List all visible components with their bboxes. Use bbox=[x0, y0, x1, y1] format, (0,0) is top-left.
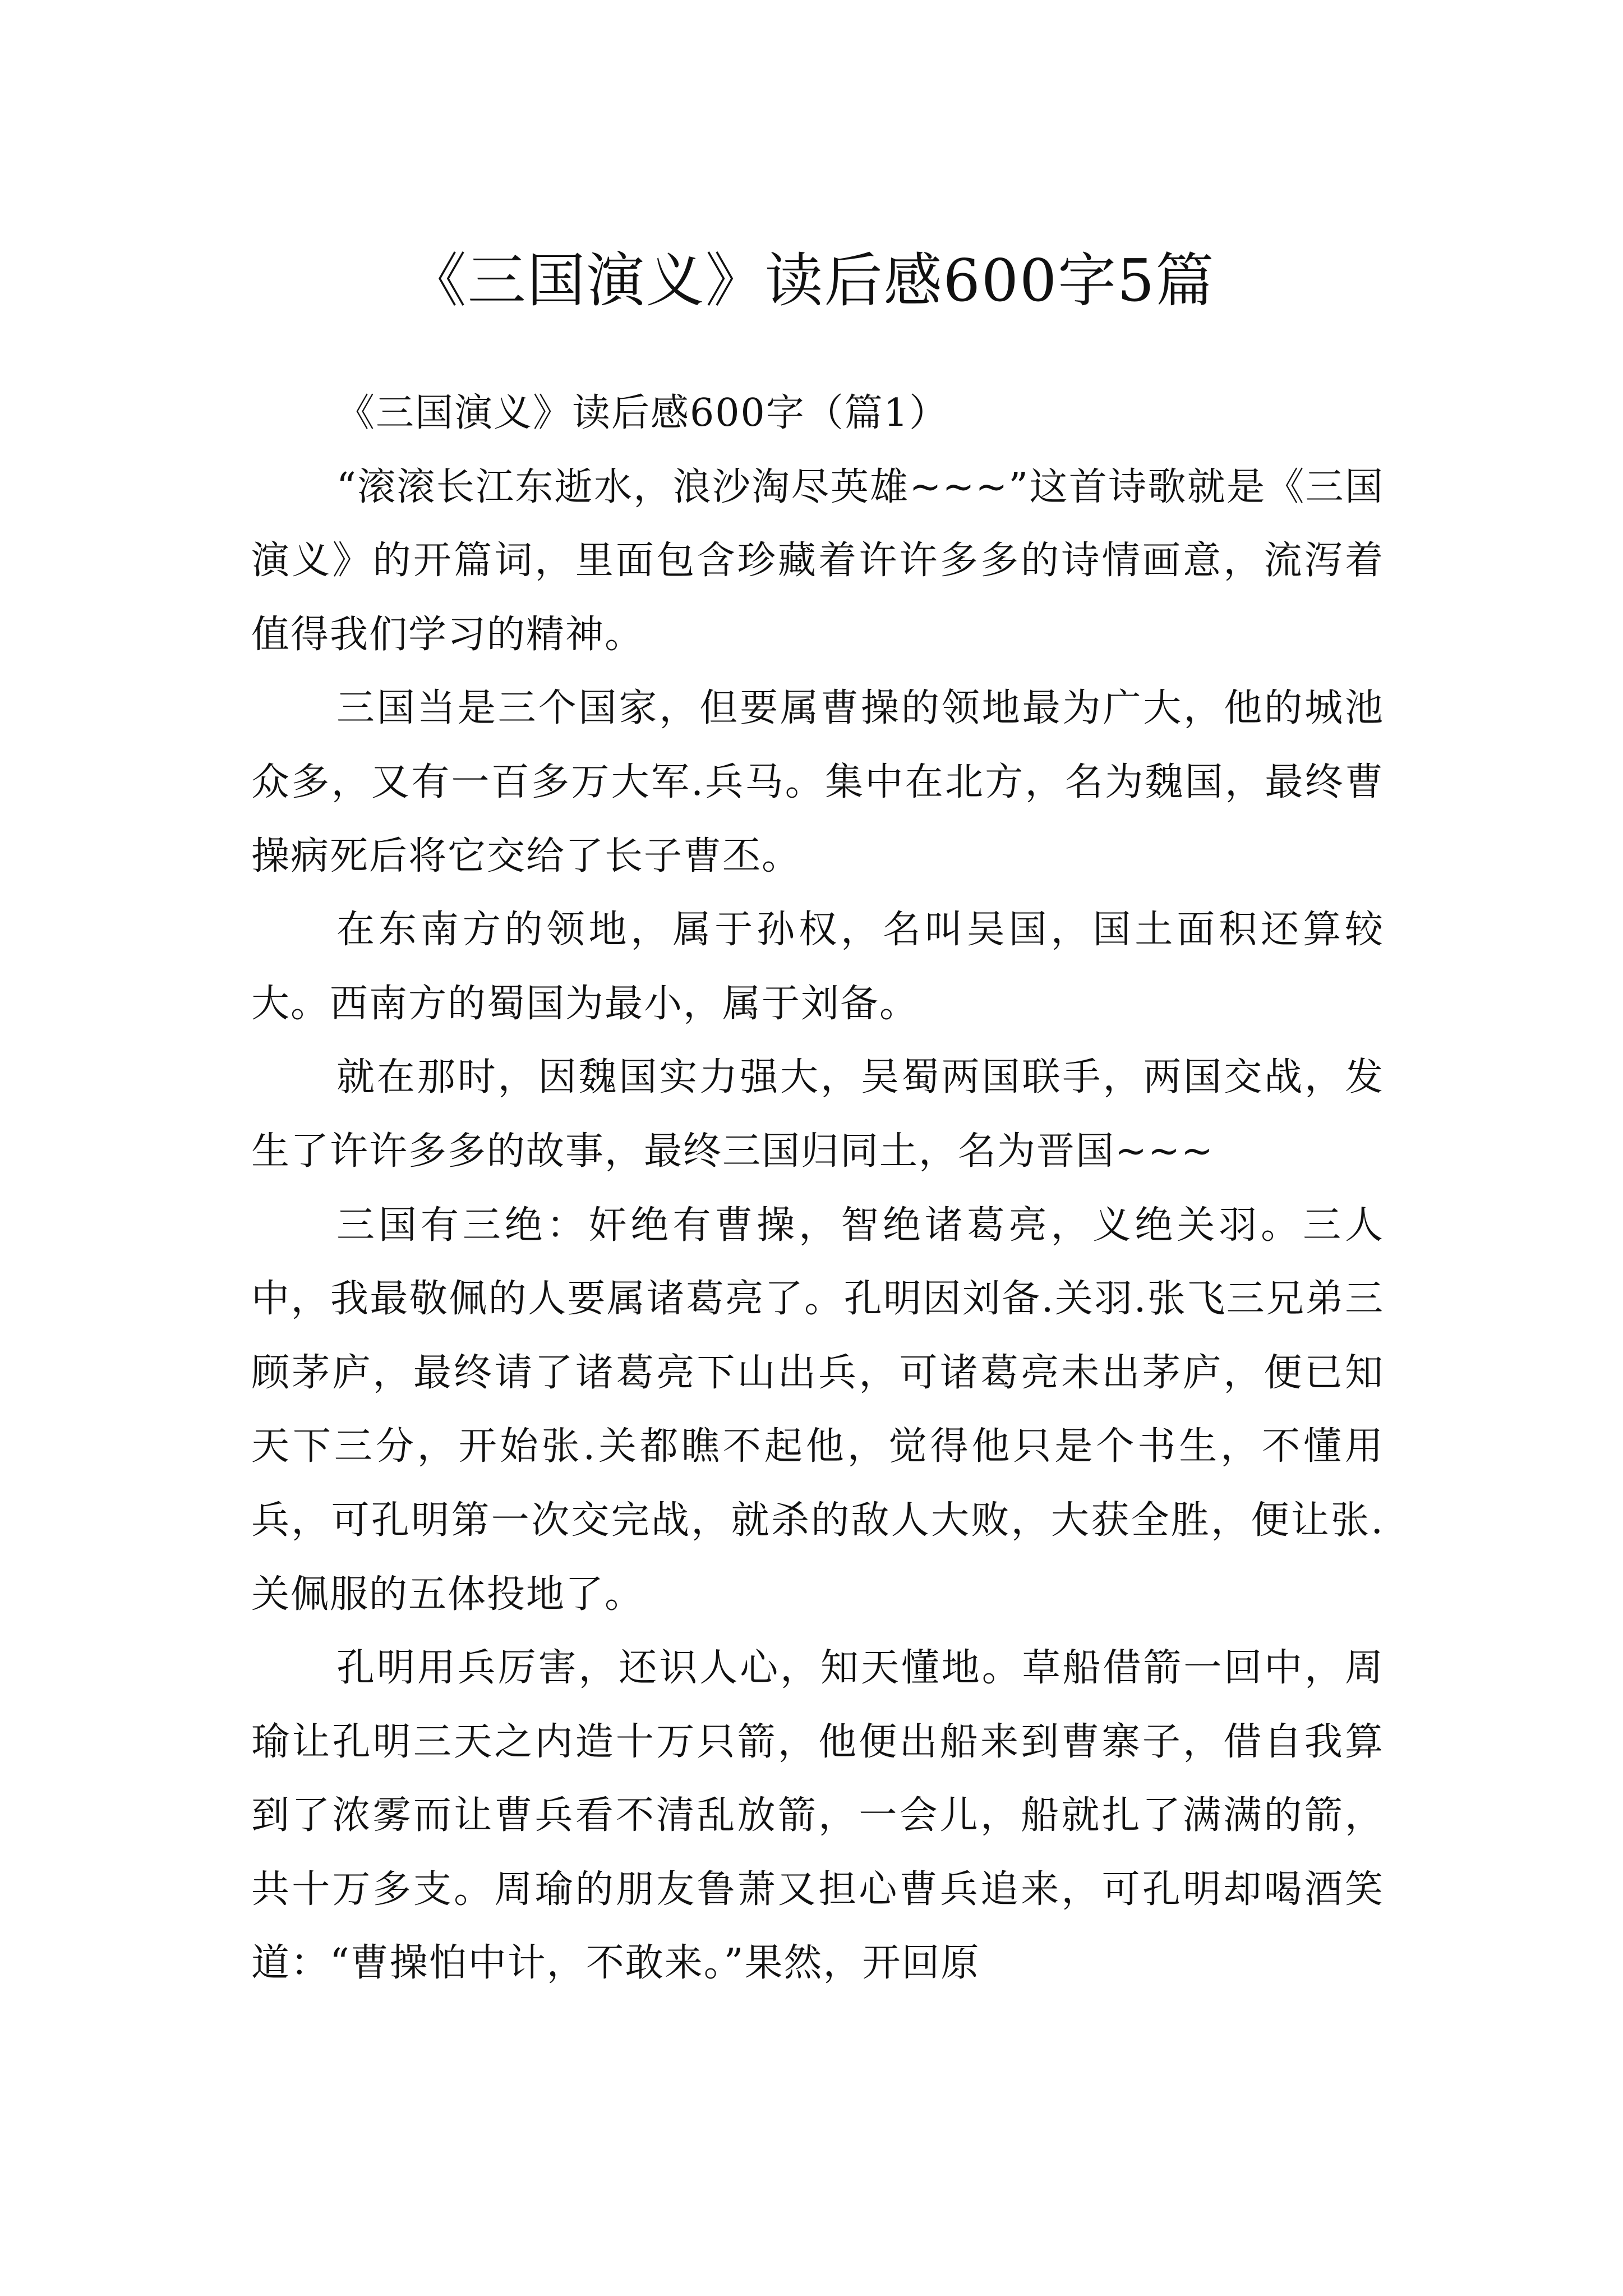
section-heading: 《三国演义》读后感600字（篇1） bbox=[336, 391, 949, 435]
paragraph-2: 三国当是三个国家，但要属曹操的领地最为广大，他的城池众多，又有一百多万大军.兵马。集中在北方，名为魏国，最终曹操病死后将它交给了长子曹丕。 bbox=[251, 686, 1384, 878]
paragraph-3: 在东南方的领地，属于孙权，名叫吴国，国土面积还算较大。西南方的蜀国为最小，属于刘备。 bbox=[251, 908, 1384, 1026]
paragraph-5: 三国有三绝：奸绝有曹操，智绝诸葛亮，义绝关羽。三人中，我最敬佩的人要属诸葛亮了。孔明因刘备.关羽.张飞三兄弟三顾茅庐，最终请了诸葛亮下山出兵，可诸葛亮未出茅庐，便已知天下三分，开始张.关都瞧不起他，觉得他只是个书生，不懂用兵，可孔明第一次交完战，就杀的敌人大败，大获全胜，便让张.关佩服的五体投地了。 bbox=[251, 1203, 1384, 1617]
paragraph-6: 孔明用兵厉害，还识人心，知天懂地。草船借箭一回中，周瑜让孔明三天之内造十万只箭，他便出船来到曹寨子，借自我算到了浓雾而让曹兵看不清乱放箭，一会儿，船就扎了满满的箭，共十万多支。周瑜的朋友鲁萧又担心曹兵追来，可孔明却喝酒笑道：“曹操怕中计，不敢来。”果然，开回原 bbox=[251, 1646, 1384, 1986]
document-body bbox=[251, 376, 1384, 2000]
paragraph-4: 就在那时，因魏国实力强大，吴蜀两国联手，两国交战，发生了许许多多的故事，最终三国归同土，名为晋国~~~ bbox=[251, 1055, 1384, 1174]
paragraph-1: “滚滚长江东逝水，浪沙淘尽英雄~~~”这首诗歌就是《三国演义》的开篇词，里面包含珍藏着许许多多的诗情画意，流泻着值得我们学习的精神。 bbox=[251, 464, 1384, 657]
document-title: 《三国演义》读后感600字5篇 bbox=[408, 246, 1215, 315]
